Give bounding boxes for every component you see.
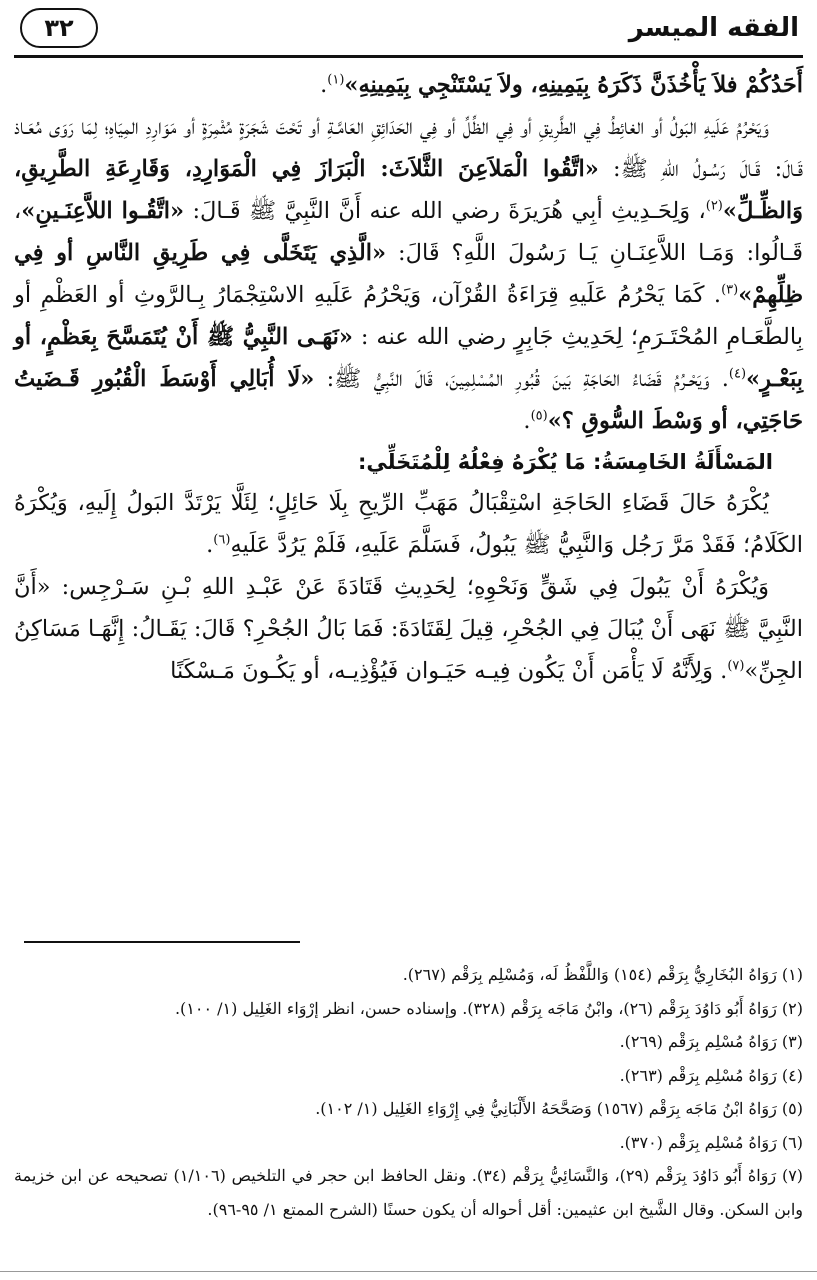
page-number: ٣٢ <box>20 8 98 48</box>
paragraph-2 <box>14 106 803 442</box>
book-title: الفقه الميسر <box>628 12 799 43</box>
text-run: وَيُكْرَهُ أَنْ يَبُولَ فِي شَقٍّ وَنَحْوِهِ؛ لِحَدِيثِ قَتَادَةَ عَنْ عَبْـدِ اللهِ بْـنِ سَـرْجِس: «أَنَّ النَّبِيَّ ﷺ نَهَى أَنْ يُبَالَ فِي الجُحْرِ، قِيلَ لِقَتَادَةَ: فَمَا بَالُ الجُحْرِ؟ قَالَ: يَقَـالُ: إِنَّهَـا مَسَاكِنُ الجِنِّ» <box>14 574 803 684</box>
paragraph-3 <box>14 482 803 566</box>
footnotes <box>14 958 803 1226</box>
hadith-text: «اتَّقُـوا اللاَّعِنَـينِ» <box>21 198 185 224</box>
text-run: ، وَلِحَـدِيثِ أبِي هُرَيرَةَ رضي الله عنه أَنَّ النَّبِيَّ ﷺ قَـالَ: <box>192 198 706 224</box>
text-run: يُكْرَهُ حَالَ قَضَاءِ الحَاجَةِ اسْتِقْبَالُ مَهَبِّ الرِّيحِ بِلَا حَائِلٍ؛ لِئَلَّا يَرْتَدَّ البَولُ إِلَيهِ، وَيُكْرَهُ الكَلَامُ؛ فَقَدْ مَرَّ رَجُل وَالنَّبِيُّ ﷺ يَبُولُ، فَسَلَّمَ عَلَيهِ، فَلَمْ يَرُدَّ عَلَيهِ <box>14 490 803 558</box>
text-run: . وَيَحْـرُمُ قَضَاءُ الحَاجَةِ بَينَ قُبُورِ المُسْلِمِينَ، قَالَ النَّبِيُّ ﷺ: <box>326 366 729 392</box>
text-run: . <box>320 72 328 98</box>
footnote-3: (٣) رَوَاهُ مُسْلِم بِرَقْم (٢٦٩). <box>619 1032 803 1051</box>
text-run: . وَلِأَنَّهُ لَا يَأْمَن أَنْ يَكُون فِيـه حَيَـوان فَيُؤْذِيـه، أو يَكُـونَ مَـسْكَنًا <box>170 658 728 684</box>
hadith-text: «نَهَـى النَّبِيُّ ﷺ أَنْ يُتَمَسَّحَ بِعَظْمٍ، أو بِبَعْـرٍ» <box>14 324 803 392</box>
hadith-text: «الَّذِي يَتَخَلَّى فِي طَرِيقِ النَّاسِ أو فِي ظِلِّهِمْ» <box>14 240 803 308</box>
footnote-1: (١) رَوَاهُ البُخَارِيُّ بِرَقْم (١٥٤) وَاللَّفْظُ لَه، وَمُسْلِم بِرَقْم (٢٦٧). <box>402 965 803 984</box>
hadith-text: أَحَدُكُمْ فلاَ يَأْخُذَنَّ ذَكَرَهُ بِيَمِينِهِ، ولاَ يَسْتَنْجِي بِيَمِينِهِ» <box>344 72 803 98</box>
hadith-text: «لَا أُبَالِي أَوْسَطَ الْقُبُورِ قَـضَيتُ حَاجَتِي، أو وَسْطَ السُّوقِ ؟» <box>14 366 803 434</box>
footnote-ref[interactable]: (٦) <box>213 532 231 548</box>
main-text <box>14 64 803 692</box>
footnote-6: (٦) رَوَاهُ مُسْلِم بِرَقْم (٣٧٠). <box>619 1132 803 1152</box>
hadith-text: «اتَّقُوا الْمَلاَعِنَ الثَّلاَثَ: الْبَرَازَ فِي الْمَوَارِدِ، وَقَارِعَةِ الطَّرِيقِ، وَالظِّـلِّ» <box>14 156 803 224</box>
text-run: . <box>206 532 214 558</box>
footnote-7: (٧) رَوَاهُ أَبُو دَاوُدَ بِرَقْم (٢٩)، وَالنَّسَائِيُّ بِرَقْم (٣٤). ونقل الحافظ ابن حجر في التلخيص (١/١٠٦) تصحيحه عن ابن خزيمة وابن السكن. وقال الشَّيخ ابن عثيمين: أقل أحواله أن يكون حسنًا (الشرح الممتع ١/ ٩٥-٩٦). <box>14 1166 804 1219</box>
page-header <box>14 0 803 58</box>
footnote-ref[interactable]: (٥) <box>530 408 548 424</box>
section-title: المَسْأَلَةُ الخَامِسَةُ: مَا يُكْرَهُ فِعْلُهُ لِلْمُتَخَلِّي: <box>357 450 773 474</box>
paragraph-1 <box>14 64 803 106</box>
footnote-ref[interactable]: (٤) <box>728 366 747 382</box>
text-run: ، قَـالُوا: وَمَـا اللاَّعِنَـانِ يَـا رَسُولَ اللَّهِ؟ قَالَ: <box>14 198 803 266</box>
footnote-ref[interactable]: (٢) <box>705 198 723 214</box>
footnote-5: (٥) رَوَاهُ ابْنُ مَاجَه بِرَقْم (١٥٦٧) وَصَحَّحَهُ الأَلْبَانِيُّ فِي إِرْوَاءِ الغَلِيل (١/ ١٠٢). <box>315 1099 803 1118</box>
footnote-ref[interactable]: (١) <box>327 72 345 88</box>
text-run: . <box>523 408 531 434</box>
footnote-ref[interactable]: (٧) <box>727 658 745 674</box>
footnote-2: (٢) رَوَاهُ أَبُو دَاوُدَ بِرَقْم (٢٦)، وابْنُ مَاجَه بِرَقْم (٣٢٨). وإسناده حسن، انظر إرْوَاء الغَلِيل (١/ ١٠٠). <box>174 998 803 1018</box>
footnote-ref[interactable]: (٣) <box>721 282 739 298</box>
page-bottom-edge <box>0 1271 817 1272</box>
paragraph-4 <box>14 566 803 692</box>
text-run: . كَمَا يَحْرُمُ عَلَيهِ قِرَاءَةُ القُرْآن، وَيَحْرُمُ عَلَيهِ الاسْتِجْمَارُ بِـالرَّوثِ أو العَظْمِ أو بِالطَّعَـامِ المُحْتَـرَمِ؛ لِحَدِيثِ جَابِرٍ رضي الله عنه : <box>14 282 803 350</box>
footnote-separator <box>24 941 300 943</box>
text-run: وَيَحْرُمُ عَلَيهِ البَولُ أو الغائِطُ فِي الطَّرِيقِ أو فِي الظِّلِّ أو فِي الحَدَائِقِ العَامَّـةِ أو تَحْتَ شَجَرَةٍ مُثْمِرَةٍ أو مَوَارِدِ المِيَاهِ؛ لِمَا رَوَى مُعَـاذ قَـالَ: قَـالَ رَسُـولُ اللهِ ﷺ: <box>14 114 803 182</box>
footnote-4: (٤) رَوَاهُ مُسْلِم بِرَقْم (٢٦٣). <box>619 1065 803 1085</box>
